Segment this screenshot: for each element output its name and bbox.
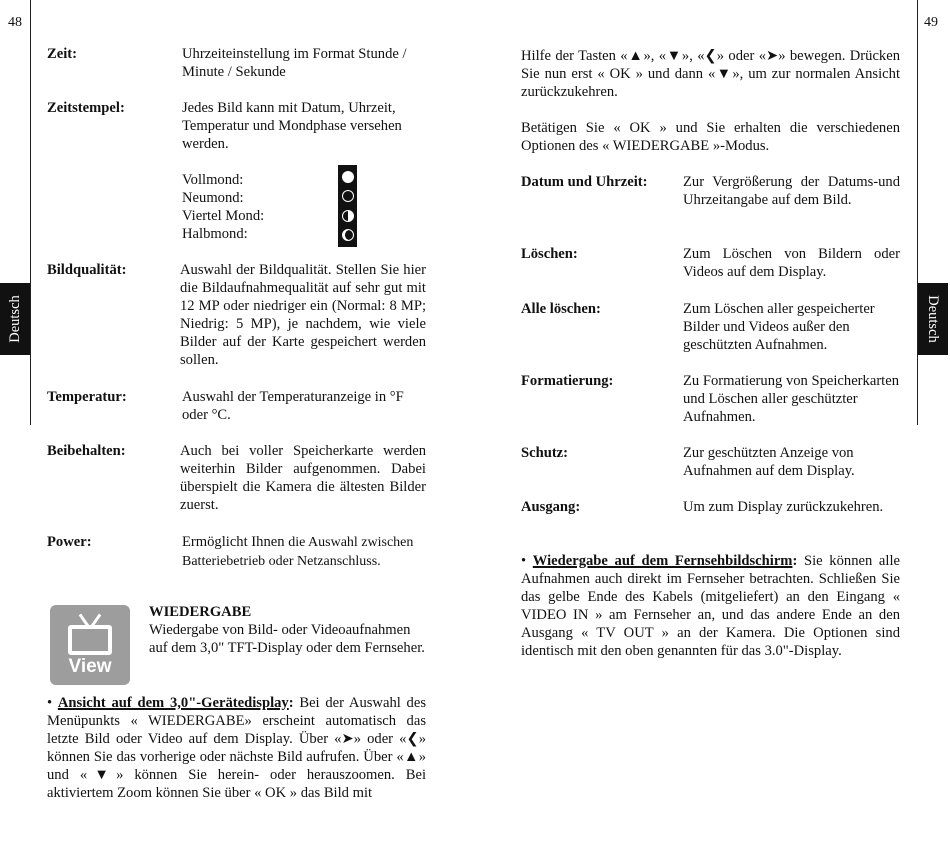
formatierung-label: Formatierung:: [521, 373, 614, 389]
datum-label: Datum und Uhrzeit:: [521, 174, 648, 190]
margin-rule-left: [30, 0, 31, 425]
ausgang-label: Ausgang:: [521, 499, 581, 515]
moon-label-full: Vollmond:: [182, 172, 244, 188]
new-moon-icon: [342, 190, 354, 202]
alle-loeschen-text: Zum Löschen aller gespeicherter Bilder und Videos außer den geschützten Aufnahmen.: [683, 301, 875, 353]
ausgang-text: Um zum Display zurückzukehren.: [683, 499, 884, 515]
half-moon-icon: [342, 229, 354, 241]
power-text: Ermöglicht Ihnen die Auswahl zwischen Batteriebetrieb oder Netzanschluss.: [182, 534, 414, 569]
tv-paragraph: • Wiedergabe auf dem Fernsehbildschirm: Sie können alle Aufnahmen auch direkt im Fernseher betrachten. Schließen Sie das gelbe Ende des Kabels (mitgeliefert) an den Eingang « VIDEO IN » am Fernseher an, und das andere Ende an den Ausgang « TV OUT » an der Kamera. Die Optionen sind identisch mit den oben genannten für das 3.0"-Display.: [521, 553, 900, 659]
right-intro-1: Hilfe der Tasten «▲», «▼», «❮» oder «➤» bewegen. Drücken Sie nun erst « OK » und dann «▼», um zur normalen Ansicht zurückzukehren.: [521, 48, 900, 100]
beibehalten-label: Beibehalten:: [47, 443, 126, 459]
ansicht-heading: Ansicht auf dem 3,0"-Gerätedisplay: [57, 695, 289, 711]
wiedergabe-text: Wiedergabe von Bild- oder Videoaufnahmen auf dem 3,0" TFT-Display oder dem Fernseher.: [149, 622, 425, 656]
quarter-moon-icon: [342, 210, 354, 222]
margin-rule-right: [917, 0, 918, 425]
zeit-label: Zeit:: [47, 46, 77, 62]
power-label: Power:: [47, 534, 92, 550]
schutz-label: Schutz:: [521, 445, 569, 461]
beibehalten-text: Auch bei voller Speicherkarte werden weiterhin Bilder aufgenommen. Dabei überspielt die Kamera die ältesten Bilder zuerst.: [180, 443, 426, 513]
moon-label-new: Neumond:: [182, 190, 244, 206]
wiedergabe-title: WIEDERGABE: [149, 604, 252, 620]
right-intro-2: Betätigen Sie « OK » und Sie erhalten die verschiedenen Optionen des « WIEDERGABE »-Modus.: [521, 120, 900, 154]
moon-label-quarter: Viertel Mond:: [182, 208, 265, 224]
temperatur-text: Auswahl der Temperaturanzeige in °F oder °C.: [182, 389, 404, 423]
full-moon-icon: [342, 171, 354, 183]
loeschen-label: Löschen:: [521, 246, 578, 262]
view-icon-label: View: [68, 656, 112, 677]
tv-heading: Wiedergabe auf dem Fernsehbildschirm: [532, 553, 793, 569]
formatierung-text: Zu Formatierung von Speicherkarten und Löschen aller geschützter Aufnahmen.: [683, 373, 900, 425]
language-tab-left: Deutsch: [0, 283, 30, 355]
language-tab-right: Deutsch: [918, 283, 948, 355]
moon-label-half: Halbmond:: [182, 226, 248, 242]
view-tv-icon: [50, 605, 130, 685]
page-number-left: 48: [8, 15, 22, 30]
datum-text: Zur Vergrößerung der Datums-und Uhrzeitangabe auf dem Bild.: [683, 174, 900, 208]
schutz-text: Zur geschützten Anzeige von Aufnahmen auf dem Display.: [683, 445, 855, 479]
zeitstempel-label: Zeitstempel:: [47, 100, 125, 116]
loeschen-text: Zum Löschen von Bildern oder Videos auf dem Display.: [683, 246, 900, 280]
zeitstempel-text: Jedes Bild kann mit Datum, Uhrzeit, Temperatur und Mondphase versehen werden.: [182, 100, 402, 152]
ansicht-paragraph: • Ansicht auf dem 3,0"-Gerätedisplay: Bei der Auswahl des Menüpunkts « WIEDERGABE» erscheint automatisch das letzte Bild oder Video auf dem Display. Über «➤» oder «❮» können Sie das vorherige oder nächste Bild aufrufen. Über «▲» und «▼» können Sie herein- oder herauszoomen. Bei aktiviertem Zoom können Sie über « OK » das Bild mit: [47, 695, 426, 801]
page-number-right: 49: [924, 15, 938, 30]
alle-loeschen-label: Alle löschen:: [521, 301, 601, 317]
temperatur-label: Temperatur:: [47, 389, 127, 405]
moon-phase-icons: [338, 165, 357, 247]
zeit-text: Uhrzeiteinstellung im Format Stunde / Minute / Sekunde: [182, 46, 407, 80]
moon-phase-list: [182, 171, 264, 243]
bildqualitaet-label: Bildqualität:: [47, 262, 127, 278]
bildqualitaet-text: Auswahl der Bildqualität. Stellen Sie hier die Bildaufnahmequalität auf sehr gut mit 12 MP oder niedriger ein (Normal: 8 MP; Niedrig: 5 MP), je nachdem, wie viele Bilder auf der Karte gespeichert werden sollen.: [180, 262, 426, 368]
